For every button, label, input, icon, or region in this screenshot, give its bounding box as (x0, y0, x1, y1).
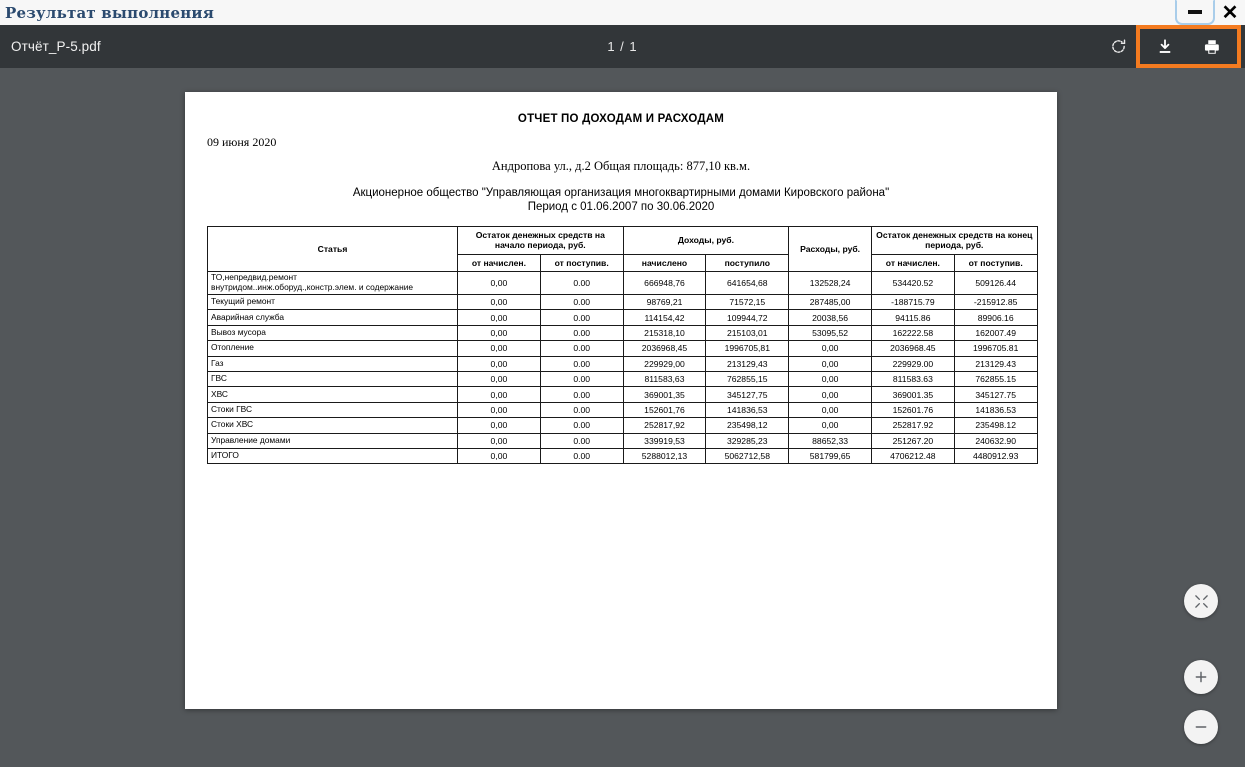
col-header-income-group: Доходы, руб. (623, 226, 789, 254)
cell-end-accrued: 229929.00 (871, 356, 954, 371)
minus-icon (1193, 719, 1209, 735)
table-row (208, 341, 1038, 356)
cell-begin-accrued: 0,00 (458, 418, 541, 433)
rotate-clockwise-button[interactable] (1100, 29, 1136, 65)
cell-income-received: 141836,53 (706, 402, 789, 417)
cell-article-line2: внутридом..инж.оборуд.,констр.элем. и содержание (211, 282, 414, 293)
cell-article (208, 272, 458, 295)
cell-article (208, 325, 458, 340)
window-controls (1175, 0, 1245, 25)
report-organization-block (185, 186, 1057, 215)
report-table (207, 226, 1038, 465)
cell-expenses: 132528,24 (789, 272, 872, 295)
zoom-in-button[interactable] (1184, 660, 1218, 694)
cell-end-accrued: -188715.79 (871, 295, 954, 310)
col-header-expenses: Расходы, руб. (789, 226, 872, 271)
cell-end-accrued: 4706212.48 (871, 448, 954, 463)
close-icon: ✕ (1221, 1, 1239, 24)
cell-income-received: 762855,15 (706, 371, 789, 386)
cell-income-received: 109944,72 (706, 310, 789, 325)
cell-end-received: 213129.43 (954, 356, 1037, 371)
cell-begin-accrued: 0,00 (458, 387, 541, 402)
download-print-highlight (1136, 25, 1241, 68)
cell-income-accrued: 369001,35 (623, 387, 706, 402)
col-header-end-group: Остаток денежных средств на конец периода, руб. (871, 226, 1037, 254)
cell-article (208, 371, 458, 386)
cell-end-received: 345127.75 (954, 387, 1037, 402)
minimize-button[interactable] (1175, 0, 1215, 25)
col-header-end-accrued: от начислен. (871, 254, 954, 271)
cell-article (208, 448, 458, 463)
print-icon (1203, 38, 1221, 56)
table-row (208, 295, 1038, 310)
cell-income-accrued: 666948,76 (623, 272, 706, 295)
table-row (208, 325, 1038, 340)
cell-article (208, 310, 458, 325)
cell-article-line1: ИТОГО (211, 450, 239, 461)
cell-income-accrued: 229929,00 (623, 356, 706, 371)
cell-end-accrued: 2036968.45 (871, 341, 954, 356)
report-organization: Акционерное общество "Управляющая организация многоквартирными домами Кировского района" (352, 187, 890, 199)
page-indicator: 1 / 1 (607, 39, 638, 54)
cell-expenses: 0,00 (789, 356, 872, 371)
pdf-viewer-area[interactable] (0, 68, 1245, 767)
cell-begin-received: 0.00 (540, 371, 623, 386)
download-button[interactable] (1147, 29, 1183, 65)
table-row (208, 272, 1038, 295)
cell-expenses: 0,00 (789, 387, 872, 402)
cell-income-received: 5062712,58 (706, 448, 789, 463)
cell-begin-accrued: 0,00 (458, 295, 541, 310)
cell-article-line1: Газ (211, 357, 224, 368)
cell-article (208, 433, 458, 448)
plus-icon (1193, 669, 1209, 685)
cell-end-received: 240632.90 (954, 433, 1037, 448)
cell-begin-accrued: 0,00 (458, 310, 541, 325)
report-table-body (208, 272, 1038, 464)
cell-income-accrued: 114154,42 (623, 310, 706, 325)
report-address: Андропова ул., д.2 Общая площадь: 877,10 кв.м. (491, 159, 751, 173)
cell-expenses: 53095,52 (789, 325, 872, 340)
download-icon (1156, 38, 1174, 56)
cell-expenses: 581799,65 (789, 448, 872, 463)
report-period: Период с 01.06.2007 по 30.06.2020 (527, 201, 715, 214)
table-row (208, 371, 1038, 386)
cell-end-received: 1996705.81 (954, 341, 1037, 356)
cell-income-accrued: 252817,92 (623, 418, 706, 433)
cell-article (208, 356, 458, 371)
cell-begin-accrued: 0,00 (458, 371, 541, 386)
col-header-income-accrued: начислено (623, 254, 706, 271)
col-header-begin-accrued: от начислен. (458, 254, 541, 271)
cell-income-received: 215103,01 (706, 325, 789, 340)
cell-end-accrued: 369001.35 (871, 387, 954, 402)
cell-income-received: 641654,68 (706, 272, 789, 295)
close-button[interactable] (1215, 0, 1245, 25)
cell-begin-received: 0.00 (540, 272, 623, 295)
cell-article-line1: ХВС (211, 388, 228, 399)
cell-article-line1: Стоки ГВС (211, 403, 253, 414)
cell-end-accrued: 152601.76 (871, 402, 954, 417)
cell-begin-received: 0.00 (540, 325, 623, 340)
cell-end-accrued: 534420.52 (871, 272, 954, 295)
cell-article-line1: ГВС (211, 373, 227, 384)
cell-article-line1: Аварийная служба (211, 311, 285, 322)
cell-end-received: 89906.16 (954, 310, 1037, 325)
cell-begin-accrued: 0,00 (458, 272, 541, 295)
cell-income-accrued: 5288012,13 (623, 448, 706, 463)
cell-expenses: 287485,00 (789, 295, 872, 310)
cell-income-received: 1996705,81 (706, 341, 789, 356)
cell-end-received: 509126.44 (954, 272, 1037, 295)
cell-article-line1: Вывоз мусора (211, 327, 266, 338)
table-row (208, 387, 1038, 402)
cell-begin-received: 0.00 (540, 356, 623, 371)
cell-article-line1: Управление домами (211, 434, 291, 445)
cell-income-received: 329285,23 (706, 433, 789, 448)
table-row (208, 433, 1038, 448)
cell-begin-accrued: 0,00 (458, 341, 541, 356)
cell-begin-accrued: 0,00 (458, 433, 541, 448)
table-row (208, 356, 1038, 371)
cell-begin-accrued: 0,00 (458, 356, 541, 371)
table-row (208, 418, 1038, 433)
cell-expenses: 0,00 (789, 402, 872, 417)
cell-begin-accrued: 0,00 (458, 448, 541, 463)
col-header-begin-received: от поступив. (540, 254, 623, 271)
cell-end-received: 141836.53 (954, 402, 1037, 417)
cell-income-accrued: 98769,21 (623, 295, 706, 310)
col-header-income-received: поступило (706, 254, 789, 271)
cell-end-accrued: 162222.58 (871, 325, 954, 340)
rotate-clockwise-icon (1110, 38, 1127, 55)
cell-article-line1: Текущий ремонт (211, 296, 276, 307)
cell-income-accrued: 215318,10 (623, 325, 706, 340)
cell-begin-received: 0.00 (540, 387, 623, 402)
cell-begin-received: 0.00 (540, 341, 623, 356)
cell-begin-received: 0.00 (540, 433, 623, 448)
cell-article (208, 341, 458, 356)
cell-income-received: 235498,12 (706, 418, 789, 433)
cell-article (208, 418, 458, 433)
report-date: 09 июня 2020 (207, 135, 277, 149)
cell-expenses: 0,00 (789, 341, 872, 356)
cell-income-accrued: 811583,63 (623, 371, 706, 386)
report-title: ОТЧЕТ ПО ДОХОДАМ И РАСХОДАМ (517, 113, 725, 125)
cell-end-accrued: 251267.20 (871, 433, 954, 448)
pdf-page (185, 92, 1057, 709)
toolbar-actions (1100, 25, 1245, 68)
fit-to-page-icon (1194, 594, 1209, 609)
cell-end-accrued: 252817.92 (871, 418, 954, 433)
table-row (208, 402, 1038, 417)
cell-income-received: 71572,15 (706, 295, 789, 310)
cell-income-accrued: 339919,53 (623, 433, 706, 448)
pdf-filename-label: Отчёт_P-5.pdf (11, 39, 101, 54)
window-title: Результат выполнения (5, 3, 215, 22)
window-titlebar (0, 0, 1245, 25)
cell-begin-accrued: 0,00 (458, 325, 541, 340)
cell-article-line1: Стоки ХВС (211, 419, 254, 430)
col-header-begin-group: Остаток денежных средств на начало периода, руб. (458, 226, 624, 254)
cell-article (208, 402, 458, 417)
report-table-head (208, 226, 1038, 271)
cell-begin-accrued: 0,00 (458, 402, 541, 417)
cell-end-accrued: 94115.86 (871, 310, 954, 325)
table-row (208, 448, 1038, 463)
cell-end-received: -215912.85 (954, 295, 1037, 310)
col-header-end-received: от поступив. (954, 254, 1037, 271)
cell-begin-received: 0.00 (540, 310, 623, 325)
cell-article (208, 387, 458, 402)
zoom-out-button[interactable] (1184, 710, 1218, 744)
cell-begin-received: 0.00 (540, 448, 623, 463)
minimize-icon (1188, 10, 1202, 14)
cell-income-accrued: 2036968,45 (623, 341, 706, 356)
cell-article-line1: Отопление (211, 342, 254, 353)
cell-expenses: 88652,33 (789, 433, 872, 448)
cell-expenses: 20038,56 (789, 310, 872, 325)
cell-income-accrued: 152601,76 (623, 402, 706, 417)
cell-begin-received: 0.00 (540, 295, 623, 310)
cell-end-accrued: 811583.63 (871, 371, 954, 386)
cell-begin-received: 0.00 (540, 418, 623, 433)
cell-expenses: 0,00 (789, 371, 872, 386)
table-row (208, 310, 1038, 325)
cell-end-received: 162007.49 (954, 325, 1037, 340)
cell-end-received: 4480912.93 (954, 448, 1037, 463)
cell-article (208, 295, 458, 310)
fit-to-page-button[interactable] (1184, 584, 1218, 618)
col-header-article: Статья (208, 226, 458, 271)
viewer-zoom-controls (1184, 584, 1218, 744)
cell-income-received: 213129,43 (706, 356, 789, 371)
print-button[interactable] (1194, 29, 1230, 65)
cell-begin-received: 0.00 (540, 402, 623, 417)
cell-article-line1: ТО,непредвид.ремонт (211, 272, 297, 283)
report-table-wrap (207, 226, 1035, 465)
pdf-viewer-toolbar (0, 25, 1245, 68)
cell-end-received: 235498.12 (954, 418, 1037, 433)
cell-income-received: 345127,75 (706, 387, 789, 402)
cell-end-received: 762855.15 (954, 371, 1037, 386)
cell-expenses: 0,00 (789, 418, 872, 433)
